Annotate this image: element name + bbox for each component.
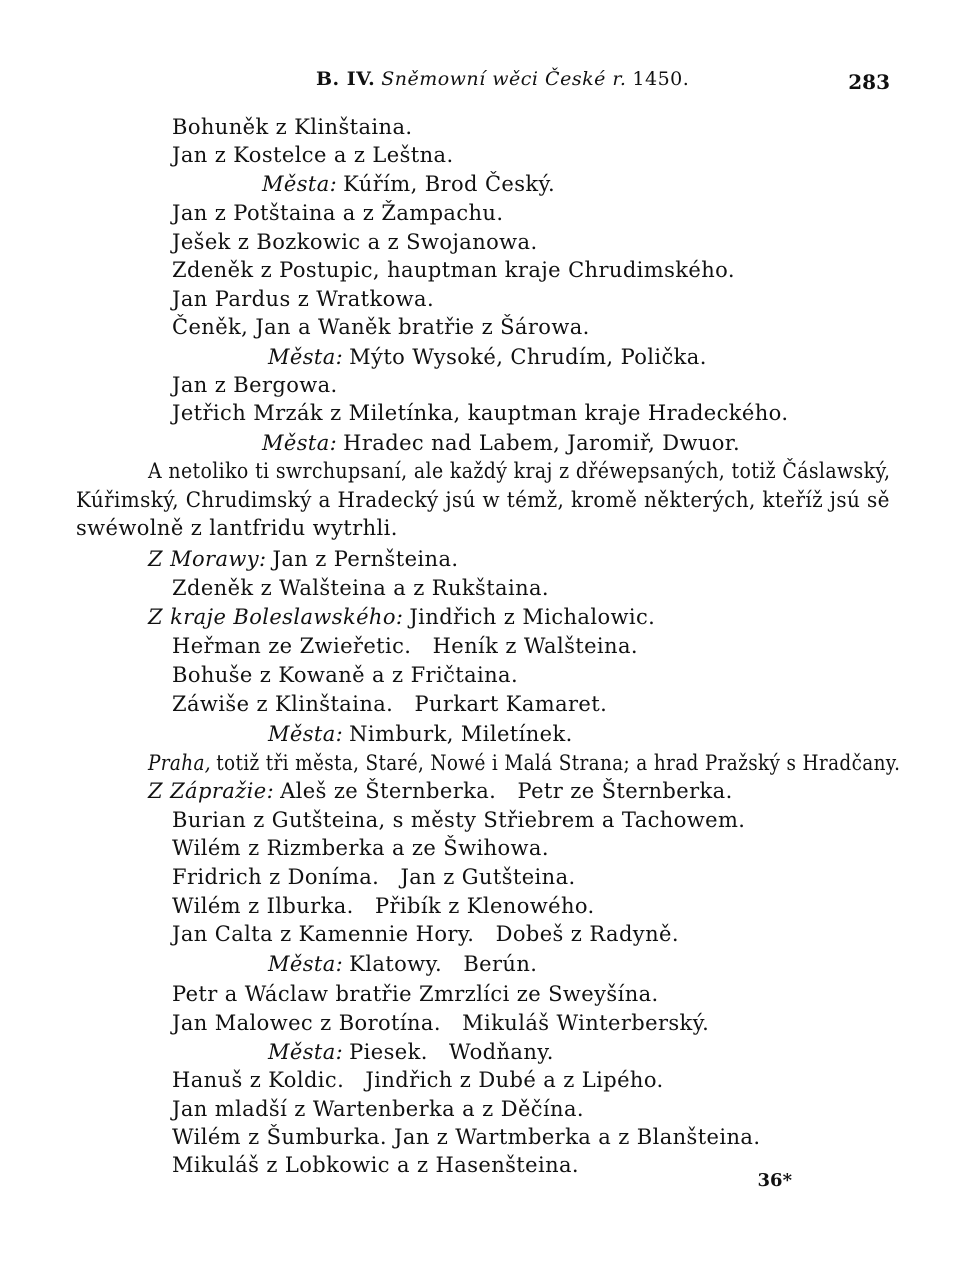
page-header — [0, 68, 960, 100]
labeled-line — [148, 605, 655, 629]
line-text: Jetřich Mrzák z Miletínka, kauptman kraje Hradeckého. — [172, 401, 789, 425]
text-line — [76, 488, 890, 512]
line-text: Burian z Gutšteina, s městy Střiebrem a Tachowem. — [172, 808, 746, 832]
line-text: A netoliko ti swrchupsaní, ale každý kraj z dřéwepsaných, totiž Čáslawský, — [148, 459, 891, 483]
chapter-year: 1450. — [632, 68, 690, 90]
line-text: Klatowy. Berún. — [349, 952, 538, 976]
line-text: Bohuše z Kowaně a z Fričtaina. — [172, 663, 519, 687]
section-label: Města: — [268, 345, 344, 369]
section-label: Praha, — [148, 751, 212, 775]
labeled-line — [268, 722, 573, 746]
line-text: Wilém z Ilburka. Přibík z Klenowého. — [172, 894, 595, 918]
line-text: Jan z Pernšteina. — [272, 547, 459, 571]
line-text: Jan Calta z Kamennie Hory. Dobeš z Radyně. — [172, 922, 679, 946]
line-text: Kúřimský, Chrudimský a Hradecký jsú w témž, kromě některých, kteříž jsú sě — [76, 488, 890, 512]
text-line — [172, 865, 576, 889]
line-text: Wilém z Rizmberka a ze Šwihowa. — [172, 836, 549, 860]
line-text: totiž tři města, Staré, Nowé i Malá Strana; a hrad Pražský s Hradčany. — [216, 751, 901, 775]
section-label: Města: — [262, 431, 338, 455]
text-line — [172, 1011, 709, 1035]
text-line — [172, 201, 503, 225]
section-label: Města: — [268, 1040, 344, 1064]
text-line — [172, 230, 538, 254]
line-text: Aleš ze Šternberka. Petr ze Šternberka. — [280, 779, 733, 803]
text-line — [172, 808, 745, 832]
text-line — [172, 143, 454, 167]
section-number: B. IV. — [316, 68, 376, 90]
line-text: Jan mladší z Wartenberka a z Děčína. — [172, 1097, 584, 1121]
text-line — [172, 922, 679, 946]
line-text: Čeněk, Jan a Waněk bratřie z Šárowa. — [172, 315, 590, 339]
line-text: Ješek z Bozkowic a z Swojanowa. — [172, 230, 538, 254]
text-line — [172, 836, 549, 860]
line-text: Jan Pardus z Wratkowa. — [172, 287, 435, 311]
line-text: Jan z Bergowa. — [172, 373, 338, 397]
text-line — [172, 373, 338, 397]
line-text: Hradec nad Labem, Jaromiř, Dwuor. — [343, 431, 741, 455]
labeled-line — [148, 779, 733, 803]
text-line — [172, 1125, 760, 1149]
line-text: Mýto Wysoké, Chrudím, Polička. — [349, 345, 707, 369]
line-text: Mikuláš z Lobkowic a z Hasenšteina. — [172, 1153, 580, 1177]
text-line — [172, 663, 518, 687]
labeled-line — [148, 547, 458, 571]
line-text: Petr a Wáclaw bratřie Zmrzlíci ze Sweyšína. — [172, 982, 659, 1006]
line-text: Jindřich z Michalowic. — [409, 605, 656, 629]
running-head — [316, 68, 689, 90]
line-text: Heřman ze Zwieřetic. Heník z Walšteina. — [172, 634, 638, 658]
line-text: Kúřím, Brod Český. — [343, 172, 556, 196]
line-text: Piesek. Wodňany. — [349, 1040, 554, 1064]
line-text: Jan z Kostelce a z Leštna. — [172, 143, 454, 167]
line-text: Nimburk, Miletínek. — [349, 722, 573, 746]
section-label: Z Morawy: — [148, 547, 267, 571]
labeled-line — [268, 345, 707, 369]
line-text: swéwolně z lantfridu wytrhli. — [76, 516, 398, 540]
labeled-line — [262, 431, 740, 455]
labeled-line — [148, 751, 900, 775]
text-line — [172, 576, 549, 600]
text-line — [172, 258, 735, 282]
page-number: 283 — [848, 70, 890, 94]
section-label: Města: — [262, 172, 338, 196]
text-line — [172, 692, 607, 716]
text-line — [172, 115, 412, 139]
text-line — [172, 1097, 584, 1121]
section-label: Z kraje Boleslawského: — [148, 605, 404, 629]
line-text: Jan z Potštaina a z Žampachu. — [172, 201, 504, 225]
labeled-line — [262, 172, 555, 196]
line-text: Fridrich z Doníma. Jan z Gutšteina. — [172, 865, 576, 889]
text-line — [172, 982, 659, 1006]
section-label: Z Zápražie: — [148, 779, 275, 803]
text-line — [172, 1153, 579, 1177]
line-text: Bohuněk z Klinštaina. — [172, 115, 413, 139]
text-line — [172, 634, 638, 658]
line-text: Jan Malowec z Borotína. Mikuláš Winterberský. — [172, 1011, 710, 1035]
section-label: Města: — [268, 952, 344, 976]
line-text: Wilém z Šumburka. Jan z Wartmberka a z Blanšteina. — [172, 1125, 761, 1149]
text-line — [172, 287, 434, 311]
text-line — [76, 516, 398, 540]
line-text: Záwiše z Klinštaina. Purkart Kamaret. — [172, 692, 608, 716]
text-line — [148, 459, 890, 483]
text-line — [172, 1068, 664, 1092]
text-line — [172, 401, 788, 425]
text-line — [172, 315, 590, 339]
section-label: Města: — [268, 722, 344, 746]
text-line — [172, 894, 595, 918]
signature-mark: 36* — [757, 1170, 792, 1191]
chapter-title: Sněmowní wěci České r. — [381, 68, 627, 90]
line-text: Zdeněk z Postupic, hauptman kraje Chrudimského. — [172, 258, 735, 282]
labeled-line — [268, 952, 537, 976]
line-text: Zdeněk z Walšteina a z Rukštaina. — [172, 576, 549, 600]
labeled-line — [268, 1040, 554, 1064]
line-text: Hanuš z Koldic. Jindřich z Dubé a z Lipého. — [172, 1068, 664, 1092]
